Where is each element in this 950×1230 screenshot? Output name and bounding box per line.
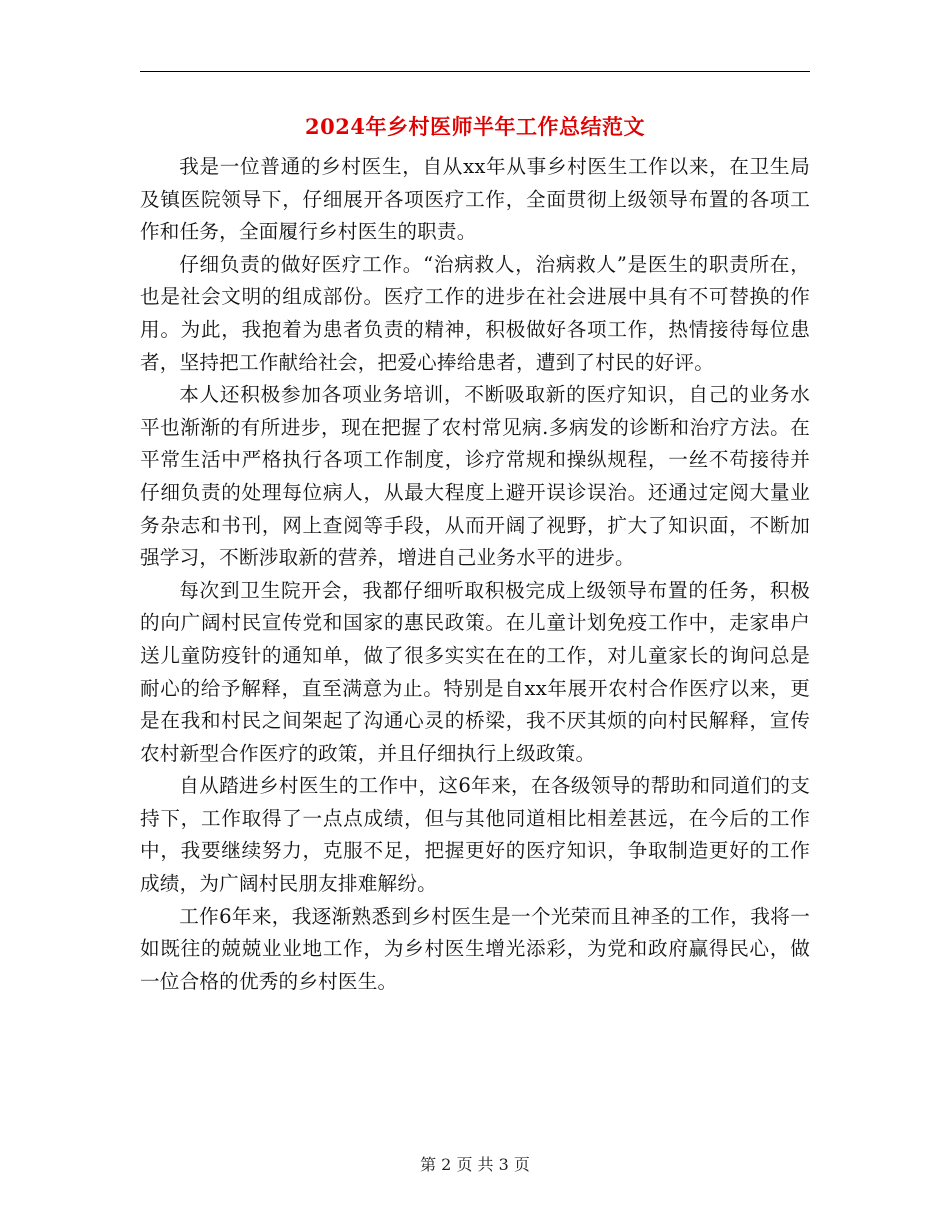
paragraph: 每次到卫生院开会，我都仔细听取积极完成上级领导布置的任务，积极的向广阔村民宣传党和国家的惠民政策。在儿童计划免疫工作中，走家串户送儿童防疫针的通知单，做了很多实实在在的工作，对儿童家长的询问总是耐心的给予解释，直至满意为止。特别是自xx年展开农村合作医疗以来，更是在我和村民之间架起了沟通心灵的桥梁，我不厌其烦的向村民解释，宣传农村新型合作医疗的政策，并且仔细执行上级政策。 <box>140 578 810 765</box>
document-body <box>140 151 810 998</box>
document-title: 2024年乡村医师半年工作总结范文 <box>305 114 645 139</box>
paragraph: 仔细负责的做好医疗工作。“治病救人，治病救人”是医生的职责所在，也是社会文明的组成部份。医疗工作的进步在社会进展中具有不可替换的作用。为此，我抱着为患者负责的精神，积极做好各项工作，热情接待每位患者，坚持把工作献给社会，把爱心捧给患者，遭到了村民的好评。 <box>140 252 810 374</box>
paragraph: 我是一位普通的乡村医生，自从xx年从事乡村医生工作以来，在卫生局及镇医院领导下，仔细展开各项医疗工作，全面贯彻上级领导布置的各项工作和任务，全面履行乡村医生的职责。 <box>140 155 810 244</box>
page-number: 第 2 页 共 3 页 <box>420 1155 530 1174</box>
paragraph: 自从踏进乡村医生的工作中，这6年来，在各级领导的帮助和同道们的支持下，工作取得了一点点成绩，但与其他同道相比相差甚远，在今后的工作中，我要继续努力，克服不足，把握更好的医疗知识，争取制造更好的工作成绩，为广阔村民朋友排难解纷。 <box>140 774 810 896</box>
header-rule <box>140 71 810 72</box>
paragraph: 工作6年来，我逐渐熟悉到乡村医生是一个光荣而且神圣的工作，我将一如既往的兢兢业业地工作，为乡村医生增光添彩，为党和政府赢得民心，做一位合格的优秀的乡村医生。 <box>140 904 810 993</box>
paragraph: 本人还积极参加各项业务培训，不断吸取新的医疗知识，自己的业务水平也渐渐的有所进步，现在把握了农村常见病.多病发的诊断和治疗方法。在平常生活中严格执行各项工作制度，诊疗常规和操纵规程，一丝不苟接待并仔细负责的处理每位病人，从最大程度上避开误诊误治。还通过定阅大量业务杂志和书刊，网上查阅等手段，从而开阔了视野，扩大了知识面，不断加强学习，不断涉取新的营养，增进自己业务水平的进步。 <box>140 383 810 570</box>
